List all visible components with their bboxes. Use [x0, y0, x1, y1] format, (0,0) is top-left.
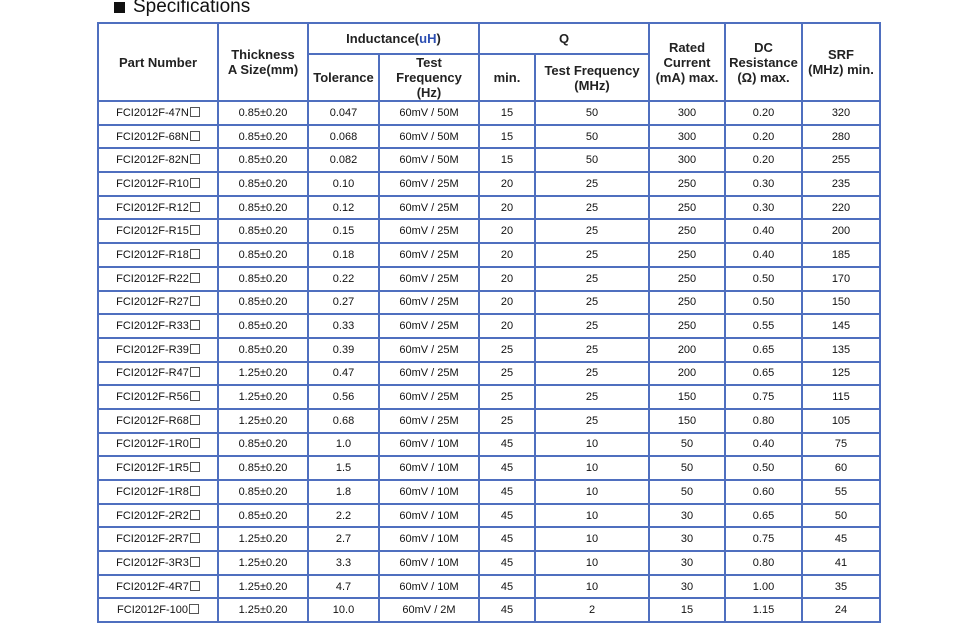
square-bullet-icon [114, 2, 125, 13]
cell-thickness: 0.85±0.20 [218, 338, 308, 362]
table-row [98, 456, 880, 480]
cell-inductance: 0.27 [308, 291, 379, 315]
cell-dc-resistance: 0.75 [725, 527, 802, 551]
header-rated-current: Rated Current (mA) max. [649, 23, 725, 101]
cell-dc-resistance: 1.15 [725, 598, 802, 622]
cell-q-test-frequency: 10 [535, 551, 649, 575]
cell-q-min: 20 [479, 314, 535, 338]
cell-thickness: 0.85±0.20 [218, 219, 308, 243]
cell-dc-resistance: 0.80 [725, 409, 802, 433]
cell-rated-current: 250 [649, 267, 725, 291]
cell-srf: 45 [802, 527, 880, 551]
cell-inductance: 0.082 [308, 148, 379, 172]
cell-thickness: 1.25±0.20 [218, 527, 308, 551]
cell-test-frequency: 60mV / 25M [379, 196, 479, 220]
cell-inductance: 0.47 [308, 362, 379, 386]
cell-rated-current: 250 [649, 243, 725, 267]
cell-srf: 235 [802, 172, 880, 196]
header-inductance: Inductance(uH) [308, 23, 479, 54]
cell-q-test-frequency: 25 [535, 219, 649, 243]
cell-q-min: 20 [479, 219, 535, 243]
placeholder-box-icon [190, 533, 200, 543]
cell-dc-resistance: 0.40 [725, 219, 802, 243]
cell-q-test-frequency: 25 [535, 291, 649, 315]
cell-thickness: 0.85±0.20 [218, 267, 308, 291]
cell-srf: 280 [802, 125, 880, 149]
table-row [98, 362, 880, 386]
cell-srf: 60 [802, 456, 880, 480]
cell-thickness: 0.85±0.20 [218, 291, 308, 315]
cell-rated-current: 50 [649, 433, 725, 457]
cell-q-test-frequency: 25 [535, 338, 649, 362]
cell-srf: 75 [802, 433, 880, 457]
cell-thickness: 0.85±0.20 [218, 456, 308, 480]
placeholder-box-icon [190, 202, 200, 212]
placeholder-box-icon [189, 604, 199, 614]
cell-q-test-frequency: 25 [535, 385, 649, 409]
placeholder-box-icon [190, 415, 200, 425]
cell-q-test-frequency: 10 [535, 433, 649, 457]
table-row [98, 101, 880, 125]
cell-q-min: 25 [479, 338, 535, 362]
table-row [98, 219, 880, 243]
cell-test-frequency: 60mV / 25M [379, 172, 479, 196]
placeholder-box-icon [190, 131, 200, 141]
cell-inductance: 0.68 [308, 409, 379, 433]
cell-rated-current: 300 [649, 148, 725, 172]
cell-rated-current: 250 [649, 172, 725, 196]
cell-part-number: FCI2012F-R18 [98, 243, 218, 267]
cell-q-min: 45 [479, 504, 535, 528]
table-row [98, 504, 880, 528]
cell-q-min: 20 [479, 291, 535, 315]
cell-rated-current: 300 [649, 101, 725, 125]
cell-srf: 145 [802, 314, 880, 338]
cell-q-test-frequency: 25 [535, 362, 649, 386]
cell-rated-current: 150 [649, 409, 725, 433]
placeholder-box-icon [190, 510, 200, 520]
cell-q-min: 20 [479, 172, 535, 196]
table-row [98, 527, 880, 551]
cell-q-test-frequency: 25 [535, 172, 649, 196]
cell-dc-resistance: 0.65 [725, 338, 802, 362]
cell-q-test-frequency: 50 [535, 148, 649, 172]
cell-part-number: FCI2012F-R27 [98, 291, 218, 315]
cell-inductance: 0.33 [308, 314, 379, 338]
cell-test-frequency: 60mV / 50M [379, 125, 479, 149]
placeholder-box-icon [190, 296, 200, 306]
cell-inductance: 1.5 [308, 456, 379, 480]
cell-srf: 185 [802, 243, 880, 267]
cell-test-frequency: 60mV / 25M [379, 243, 479, 267]
table-row [98, 433, 880, 457]
cell-srf: 220 [802, 196, 880, 220]
header-part-number: Part Number [98, 23, 218, 101]
cell-dc-resistance: 0.75 [725, 385, 802, 409]
cell-part-number: FCI2012F-R12 [98, 196, 218, 220]
cell-part-number: FCI2012F-R68 [98, 409, 218, 433]
cell-q-test-frequency: 10 [535, 504, 649, 528]
cell-part-number: FCI2012F-82N [98, 148, 218, 172]
cell-part-number: FCI2012F-R47 [98, 362, 218, 386]
placeholder-box-icon [190, 249, 200, 259]
cell-rated-current: 250 [649, 219, 725, 243]
cell-part-number: FCI2012F-R33 [98, 314, 218, 338]
cell-thickness: 1.25±0.20 [218, 598, 308, 622]
cell-srf: 135 [802, 338, 880, 362]
cell-q-min: 45 [479, 527, 535, 551]
cell-rated-current: 150 [649, 385, 725, 409]
cell-dc-resistance: 0.50 [725, 291, 802, 315]
header-q: Q [479, 23, 649, 54]
cell-part-number: FCI2012F-2R2 [98, 504, 218, 528]
cell-part-number: FCI2012F-R15 [98, 219, 218, 243]
cell-thickness: 1.25±0.20 [218, 362, 308, 386]
cell-test-frequency: 60mV / 25M [379, 362, 479, 386]
cell-thickness: 0.85±0.20 [218, 125, 308, 149]
table-row [98, 480, 880, 504]
table-row [98, 598, 880, 622]
cell-rated-current: 250 [649, 291, 725, 315]
placeholder-box-icon [190, 178, 200, 188]
cell-inductance: 0.18 [308, 243, 379, 267]
header-thickness: Thickness A Size(mm) [218, 23, 308, 101]
cell-thickness: 1.25±0.20 [218, 551, 308, 575]
cell-thickness: 0.85±0.20 [218, 148, 308, 172]
cell-srf: 105 [802, 409, 880, 433]
cell-srf: 170 [802, 267, 880, 291]
cell-part-number: FCI2012F-1R5 [98, 456, 218, 480]
cell-rated-current: 15 [649, 598, 725, 622]
table-row [98, 575, 880, 599]
cell-srf: 320 [802, 101, 880, 125]
table-body [98, 101, 880, 622]
table-row [98, 172, 880, 196]
cell-thickness: 0.85±0.20 [218, 196, 308, 220]
table-row [98, 267, 880, 291]
cell-dc-resistance: 0.50 [725, 456, 802, 480]
table-row [98, 409, 880, 433]
placeholder-box-icon [190, 154, 200, 164]
cell-inductance: 10.0 [308, 598, 379, 622]
header-dc-resistance: DC Resistance (Ω) max. [725, 23, 802, 101]
cell-part-number: FCI2012F-R10 [98, 172, 218, 196]
cell-q-test-frequency: 50 [535, 125, 649, 149]
cell-dc-resistance: 0.40 [725, 433, 802, 457]
cell-q-test-frequency: 50 [535, 101, 649, 125]
cell-test-frequency: 60mV / 25M [379, 338, 479, 362]
placeholder-box-icon [190, 273, 200, 283]
cell-q-min: 45 [479, 480, 535, 504]
cell-thickness: 1.25±0.20 [218, 409, 308, 433]
cell-part-number: FCI2012F-68N [98, 125, 218, 149]
cell-thickness: 0.85±0.20 [218, 433, 308, 457]
cell-test-frequency: 60mV / 10M [379, 551, 479, 575]
cell-inductance: 1.0 [308, 433, 379, 457]
cell-srf: 41 [802, 551, 880, 575]
cell-test-frequency: 60mV / 10M [379, 433, 479, 457]
placeholder-box-icon [190, 557, 200, 567]
cell-srf: 35 [802, 575, 880, 599]
section-heading [114, 0, 250, 18]
cell-test-frequency: 60mV / 25M [379, 267, 479, 291]
cell-q-test-frequency: 25 [535, 196, 649, 220]
placeholder-box-icon [190, 225, 200, 235]
cell-q-min: 20 [479, 243, 535, 267]
cell-rated-current: 50 [649, 456, 725, 480]
cell-inductance: 0.10 [308, 172, 379, 196]
cell-thickness: 0.85±0.20 [218, 480, 308, 504]
cell-rated-current: 50 [649, 480, 725, 504]
cell-test-frequency: 60mV / 10M [379, 456, 479, 480]
cell-test-frequency: 60mV / 25M [379, 219, 479, 243]
table-row [98, 148, 880, 172]
cell-q-test-frequency: 2 [535, 598, 649, 622]
cell-q-min: 25 [479, 362, 535, 386]
cell-test-frequency: 60mV / 25M [379, 385, 479, 409]
cell-inductance: 0.22 [308, 267, 379, 291]
placeholder-box-icon [190, 320, 200, 330]
cell-dc-resistance: 0.20 [725, 101, 802, 125]
cell-dc-resistance: 0.20 [725, 148, 802, 172]
cell-inductance: 0.068 [308, 125, 379, 149]
cell-q-test-frequency: 25 [535, 314, 649, 338]
placeholder-box-icon [190, 581, 200, 591]
table-row [98, 551, 880, 575]
cell-srf: 115 [802, 385, 880, 409]
cell-q-min: 15 [479, 148, 535, 172]
table-row [98, 338, 880, 362]
cell-q-test-frequency: 10 [535, 527, 649, 551]
cell-rated-current: 200 [649, 362, 725, 386]
cell-q-min: 20 [479, 196, 535, 220]
cell-q-test-frequency: 25 [535, 267, 649, 291]
cell-thickness: 0.85±0.20 [218, 172, 308, 196]
cell-test-frequency: 60mV / 10M [379, 575, 479, 599]
cell-thickness: 0.85±0.20 [218, 243, 308, 267]
cell-test-frequency: 60mV / 2M [379, 598, 479, 622]
cell-inductance: 0.56 [308, 385, 379, 409]
cell-thickness: 0.85±0.20 [218, 101, 308, 125]
cell-thickness: 0.85±0.20 [218, 314, 308, 338]
cell-srf: 255 [802, 148, 880, 172]
cell-q-min: 15 [479, 125, 535, 149]
placeholder-box-icon [190, 486, 200, 496]
cell-q-test-frequency: 10 [535, 456, 649, 480]
cell-thickness: 1.25±0.20 [218, 575, 308, 599]
header-tolerance: Tolerance [308, 54, 379, 101]
cell-dc-resistance: 0.65 [725, 504, 802, 528]
cell-dc-resistance: 0.40 [725, 243, 802, 267]
cell-test-frequency: 60mV / 25M [379, 314, 479, 338]
cell-inductance: 3.3 [308, 551, 379, 575]
cell-srf: 200 [802, 219, 880, 243]
header-test-frequency-hz: Test Frequency (Hz) [379, 54, 479, 101]
table-row [98, 385, 880, 409]
cell-rated-current: 30 [649, 551, 725, 575]
cell-thickness: 1.25±0.20 [218, 385, 308, 409]
placeholder-box-icon [190, 462, 200, 472]
cell-rated-current: 200 [649, 338, 725, 362]
placeholder-box-icon [190, 107, 200, 117]
table-row [98, 196, 880, 220]
table-row [98, 243, 880, 267]
cell-test-frequency: 60mV / 10M [379, 527, 479, 551]
cell-inductance: 2.2 [308, 504, 379, 528]
cell-test-frequency: 60mV / 50M [379, 148, 479, 172]
cell-srf: 125 [802, 362, 880, 386]
section-title: Specifications [133, 0, 251, 17]
cell-srf: 150 [802, 291, 880, 315]
cell-dc-resistance: 0.65 [725, 362, 802, 386]
cell-rated-current: 30 [649, 504, 725, 528]
cell-inductance: 0.39 [308, 338, 379, 362]
cell-dc-resistance: 0.30 [725, 172, 802, 196]
cell-part-number: FCI2012F-1R0 [98, 433, 218, 457]
cell-part-number: FCI2012F-4R7 [98, 575, 218, 599]
cell-test-frequency: 60mV / 10M [379, 480, 479, 504]
table-row [98, 314, 880, 338]
cell-test-frequency: 60mV / 25M [379, 291, 479, 315]
cell-inductance: 4.7 [308, 575, 379, 599]
cell-srf: 50 [802, 504, 880, 528]
cell-part-number: FCI2012F-3R3 [98, 551, 218, 575]
cell-q-min: 45 [479, 456, 535, 480]
placeholder-box-icon [190, 391, 200, 401]
cell-srf: 55 [802, 480, 880, 504]
header-srf: SRF (MHz) min. [802, 23, 880, 101]
cell-dc-resistance: 0.30 [725, 196, 802, 220]
cell-q-test-frequency: 10 [535, 575, 649, 599]
cell-q-test-frequency: 25 [535, 243, 649, 267]
cell-q-min: 45 [479, 433, 535, 457]
cell-thickness: 0.85±0.20 [218, 504, 308, 528]
cell-q-test-frequency: 25 [535, 409, 649, 433]
placeholder-box-icon [190, 438, 200, 448]
placeholder-box-icon [190, 344, 200, 354]
cell-inductance: 0.12 [308, 196, 379, 220]
cell-test-frequency: 60mV / 50M [379, 101, 479, 125]
cell-q-min: 45 [479, 598, 535, 622]
cell-dc-resistance: 0.60 [725, 480, 802, 504]
cell-part-number: FCI2012F-2R7 [98, 527, 218, 551]
cell-rated-current: 250 [649, 196, 725, 220]
cell-inductance: 0.047 [308, 101, 379, 125]
cell-q-min: 15 [479, 101, 535, 125]
cell-q-test-frequency: 10 [535, 480, 649, 504]
cell-srf: 24 [802, 598, 880, 622]
cell-part-number: FCI2012F-R39 [98, 338, 218, 362]
cell-part-number: FCI2012F-1R8 [98, 480, 218, 504]
cell-dc-resistance: 1.00 [725, 575, 802, 599]
cell-q-min: 25 [479, 409, 535, 433]
cell-dc-resistance: 0.55 [725, 314, 802, 338]
cell-test-frequency: 60mV / 25M [379, 409, 479, 433]
cell-dc-resistance: 0.20 [725, 125, 802, 149]
table-row [98, 125, 880, 149]
cell-inductance: 2.7 [308, 527, 379, 551]
cell-test-frequency: 60mV / 10M [379, 504, 479, 528]
cell-rated-current: 30 [649, 527, 725, 551]
cell-part-number: FCI2012F-R22 [98, 267, 218, 291]
cell-dc-resistance: 0.80 [725, 551, 802, 575]
cell-rated-current: 300 [649, 125, 725, 149]
placeholder-box-icon [190, 367, 200, 377]
header-q-min: min. [479, 54, 535, 101]
cell-part-number: FCI2012F-R56 [98, 385, 218, 409]
cell-part-number: FCI2012F-47N [98, 101, 218, 125]
cell-q-min: 25 [479, 385, 535, 409]
cell-rated-current: 30 [649, 575, 725, 599]
cell-inductance: 1.8 [308, 480, 379, 504]
cell-part-number: FCI2012F-100 [98, 598, 218, 622]
cell-rated-current: 250 [649, 314, 725, 338]
cell-q-min: 45 [479, 551, 535, 575]
cell-inductance: 0.15 [308, 219, 379, 243]
cell-q-min: 20 [479, 267, 535, 291]
table-row [98, 291, 880, 315]
header-q-test-frequency: Test Frequency (MHz) [535, 54, 649, 101]
cell-q-min: 45 [479, 575, 535, 599]
cell-dc-resistance: 0.50 [725, 267, 802, 291]
specifications-table [97, 22, 881, 623]
